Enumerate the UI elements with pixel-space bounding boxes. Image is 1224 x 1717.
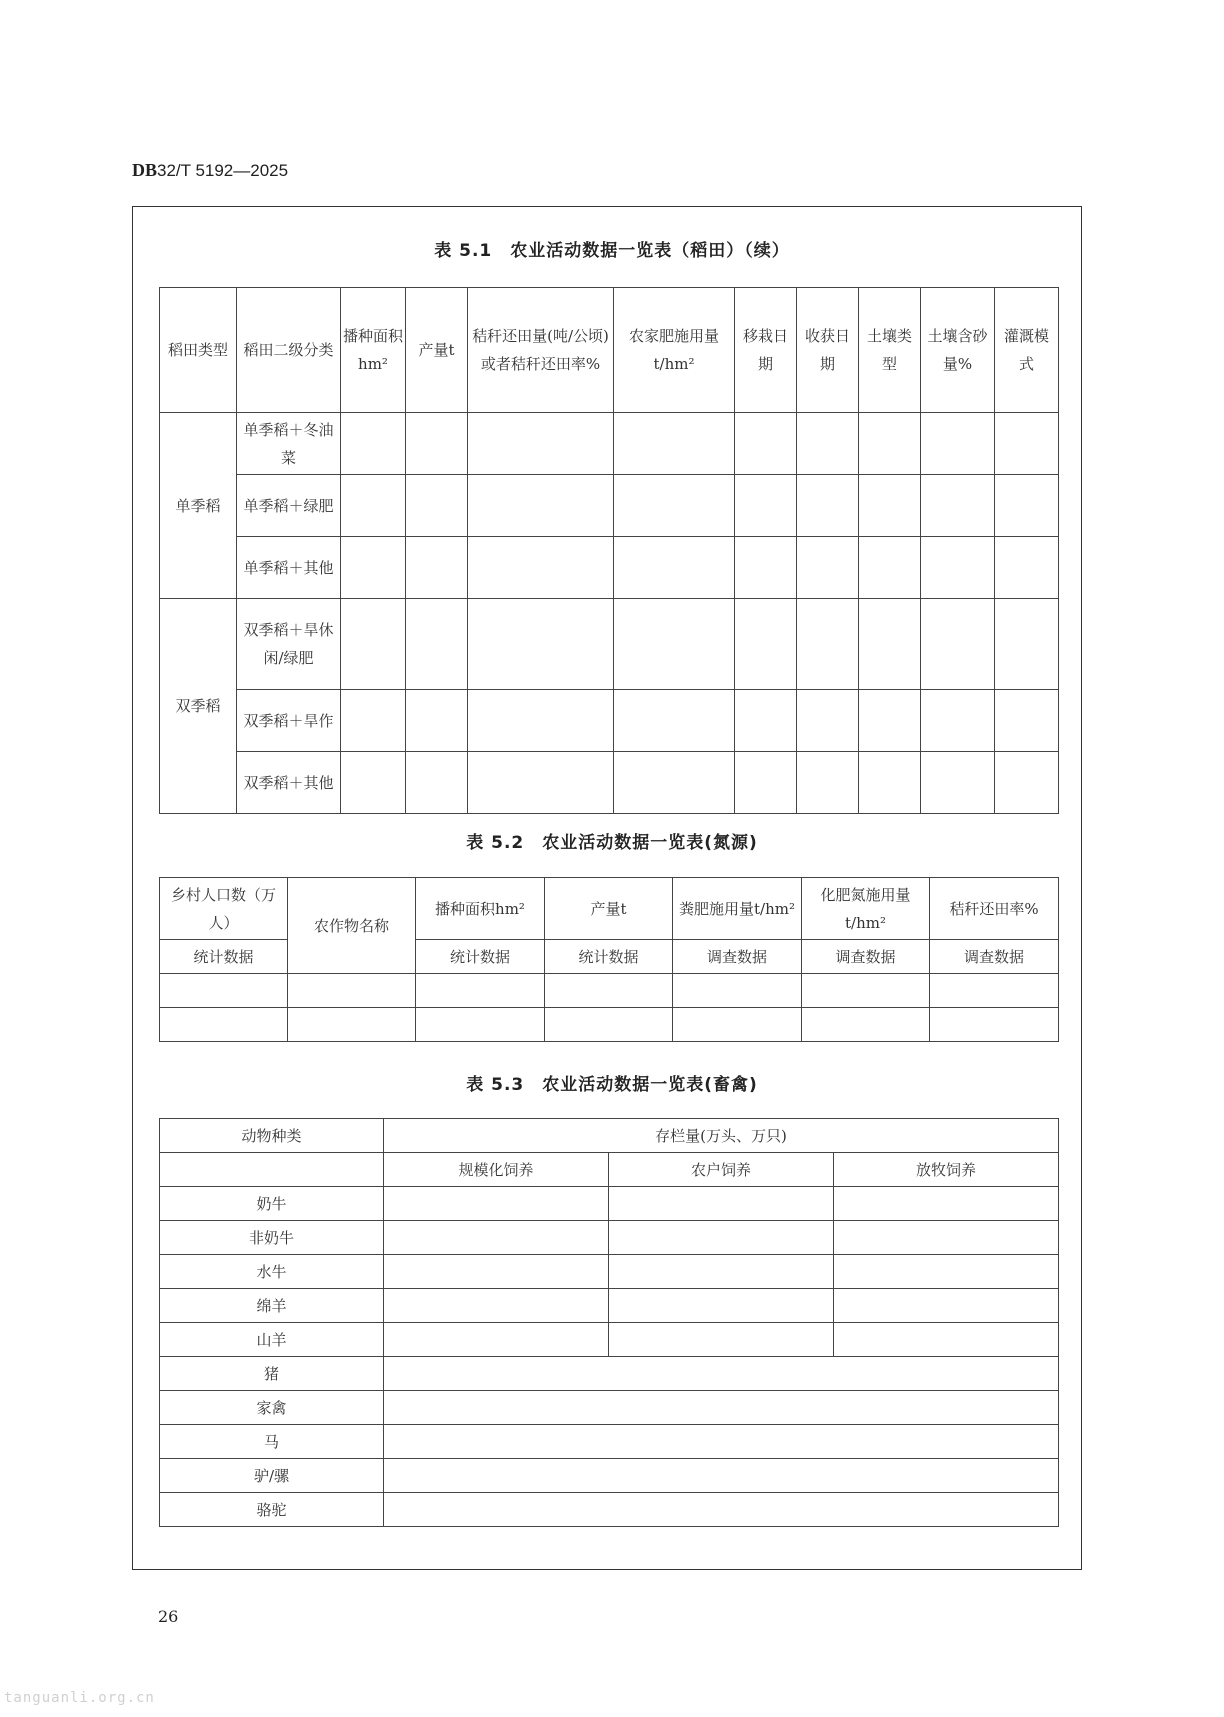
subtype-cell: 双季稻＋旱休闲/绿肥 <box>237 599 341 690</box>
th-crop-name: 农作物名称 <box>288 878 416 974</box>
table-5-1-caption: 表 5.1 农业活动数据一览表（稻田）（续） <box>434 241 790 261</box>
th-animal-species: 动物种类 <box>160 1119 384 1153</box>
animal-name: 骆驼 <box>160 1493 384 1527</box>
source-yield: 统计数据 <box>545 940 673 974</box>
table-row <box>160 1255 1059 1289</box>
table-row <box>160 537 1059 599</box>
table-row <box>160 1391 1059 1425</box>
table-row <box>160 475 1059 537</box>
watermark: tanguanli.org.cn <box>4 1690 155 1706</box>
group-cell: 单季稻 <box>160 413 237 599</box>
th-yield: 产量t <box>406 288 468 413</box>
th-rice-type: 稻田类型 <box>160 288 237 413</box>
table-5-3-caption: 表 5.3 农业活动数据一览表(畜禽) <box>466 1075 758 1095</box>
table-row <box>160 1459 1059 1493</box>
th-scale-farming: 规模化饲养 <box>384 1153 609 1187</box>
table-row <box>160 1187 1059 1221</box>
standard-code <box>132 160 288 181</box>
subtype-cell: 单季稻＋绿肥 <box>237 475 341 537</box>
animal-name: 马 <box>160 1425 384 1459</box>
th-manure-rate: 粪肥施用量t/hm² <box>673 878 802 940</box>
table-5-1 <box>159 287 1059 814</box>
animal-name: 绵羊 <box>160 1289 384 1323</box>
animal-name: 山羊 <box>160 1323 384 1357</box>
table-row <box>160 1357 1059 1391</box>
group-cell: 双季稻 <box>160 599 237 814</box>
th-sowing-area: 播种面积hm² <box>341 288 406 413</box>
animal-name: 家禽 <box>160 1391 384 1425</box>
th-straw-rate: 秸秆还田率% <box>930 878 1059 940</box>
table-row <box>160 1493 1059 1527</box>
source-manure: 调查数据 <box>673 940 802 974</box>
th-sowing-area: 播种面积hm² <box>416 878 545 940</box>
th-soil-type: 土壤类型 <box>859 288 921 413</box>
th-soil-sand: 土壤含砂量% <box>921 288 995 413</box>
source-area: 统计数据 <box>416 940 545 974</box>
table-row <box>160 413 1059 475</box>
th-grazing: 放牧饲养 <box>834 1153 1059 1187</box>
table-row <box>160 690 1059 752</box>
animal-name: 奶牛 <box>160 1187 384 1221</box>
th-transplant-date: 移栽日期 <box>735 288 797 413</box>
animal-name: 驴/骡 <box>160 1459 384 1493</box>
table-5-2 <box>159 877 1059 1042</box>
th-harvest-date: 收获日期 <box>797 288 859 413</box>
animal-name: 猪 <box>160 1357 384 1391</box>
source-fertilizer: 调查数据 <box>802 940 930 974</box>
animal-name: 水牛 <box>160 1255 384 1289</box>
table-5-2-caption: 表 5.2 农业活动数据一览表(氮源) <box>466 833 758 853</box>
th-rural-population: 乡村人口数（万人） <box>160 878 288 940</box>
subtype-cell: 双季稻＋其他 <box>237 752 341 814</box>
th-household-farming: 农户饲养 <box>609 1153 834 1187</box>
table-row <box>160 752 1059 814</box>
standard-code-rest: 32/T 5192—2025 <box>157 161 289 180</box>
table-row <box>160 1425 1059 1459</box>
subtype-cell: 单季稻＋其他 <box>237 537 341 599</box>
table-row <box>160 974 1059 1008</box>
th-irrigation: 灌溉模式 <box>995 288 1059 413</box>
subtype-cell: 双季稻＋旱作 <box>237 690 341 752</box>
th-stock: 存栏量(万头、万只) <box>384 1119 1059 1153</box>
th-fertilizer-rate: 化肥氮施用量t/hm² <box>802 878 930 940</box>
table-row <box>160 1323 1059 1357</box>
source-population: 统计数据 <box>160 940 288 974</box>
th-rice-subtype: 稻田二级分类 <box>237 288 341 413</box>
th-yield: 产量t <box>545 878 673 940</box>
table-row <box>160 1008 1059 1042</box>
table-row <box>160 1221 1059 1255</box>
animal-name: 非奶牛 <box>160 1221 384 1255</box>
table-5-3 <box>159 1118 1059 1527</box>
source-straw: 调查数据 <box>930 940 1059 974</box>
standard-code-prefix: DB <box>132 160 158 180</box>
th-manure: 农家肥施用量t/hm² <box>614 288 735 413</box>
th-straw-return: 秸秆还田量(吨/公顷)或者秸秆还田率% <box>468 288 614 413</box>
subtype-cell: 单季稻＋冬油菜 <box>237 413 341 475</box>
table-row <box>160 1289 1059 1323</box>
page-number: 26 <box>158 1607 179 1626</box>
table-row <box>160 599 1059 690</box>
